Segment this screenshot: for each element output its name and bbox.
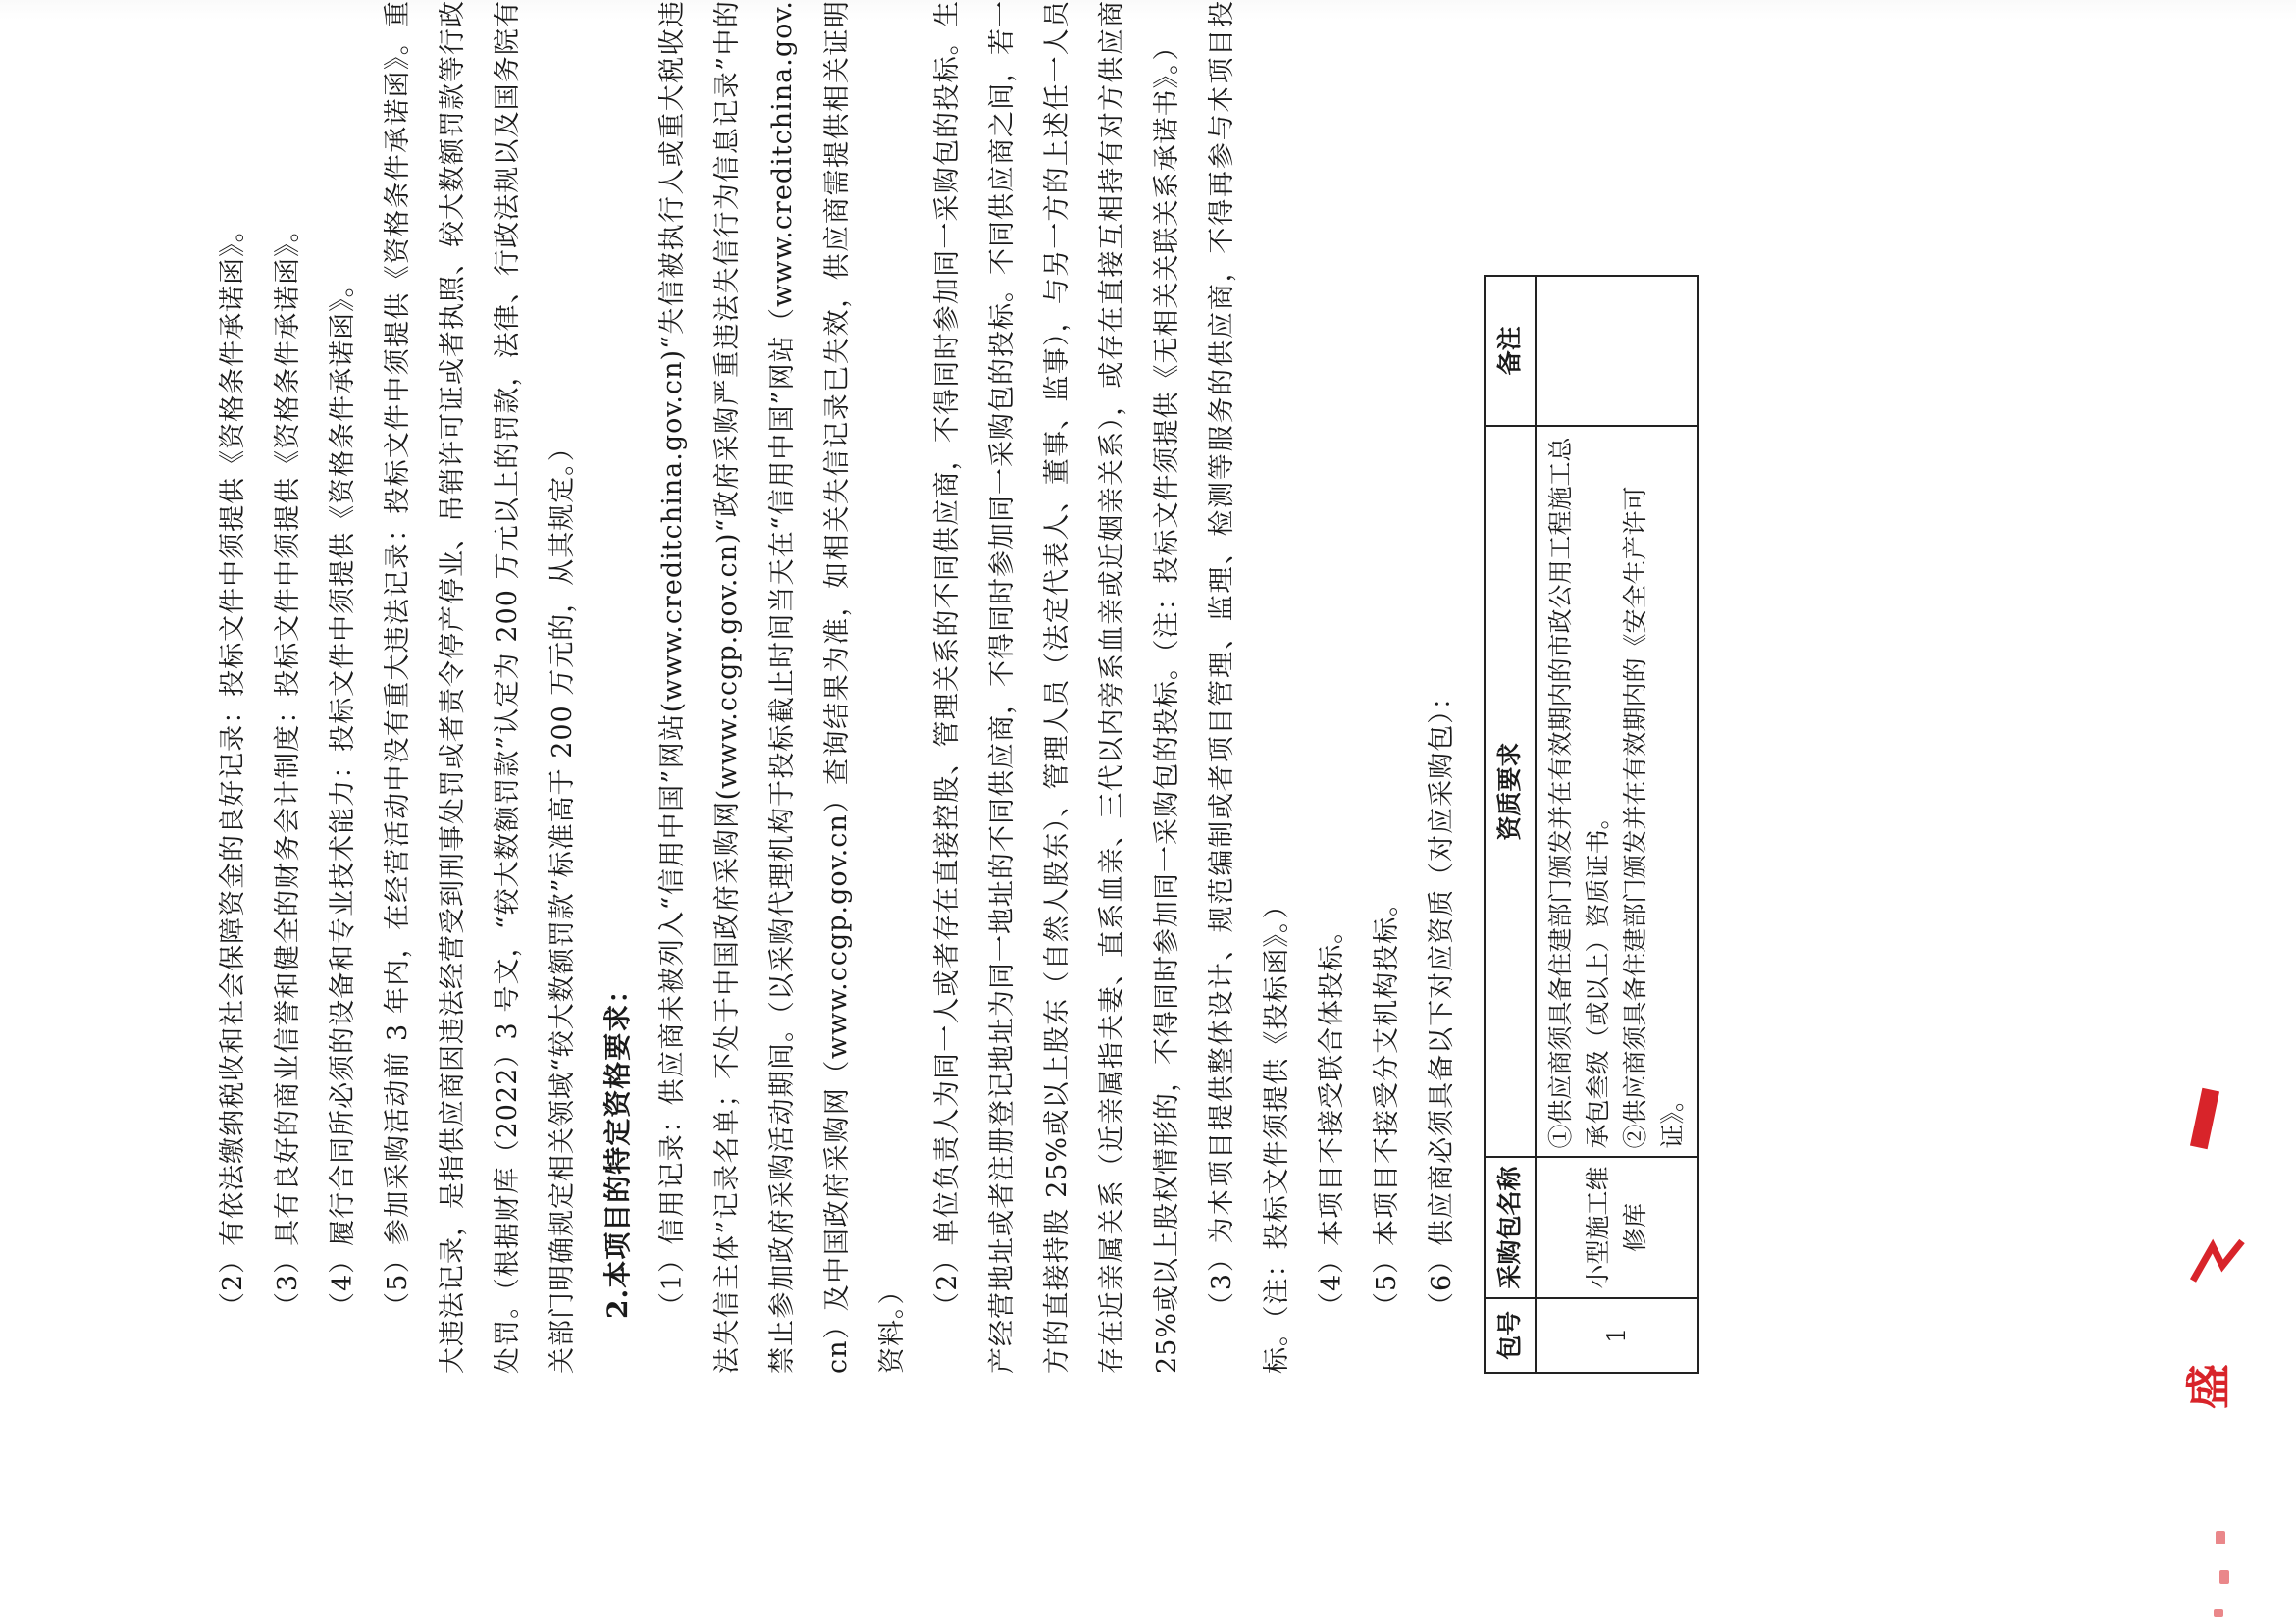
paragraph-design-exclusion: （3）为本项目提供整体设计、规范编制或者项目管理、监理、检测等服务的供应商，不得再参与本项目投标。（注：投标文件须提供《投标函》。） xyxy=(1207,0,1292,1374)
requirement-line: ①供应商须具备住建部门颁发并在有效期内的市政公用工程施工总承包叁级（或以上）资质证书。 xyxy=(1546,437,1612,1149)
section-title-specific-qualifications: 2.本项目的特定资格要求： xyxy=(601,974,634,1319)
seal-trace xyxy=(2214,1609,2223,1617)
paragraph-equipment-capability: （4）履行合同所必须的设备和专业技术能力：投标文件中须提供《资格条件承诺函》。 xyxy=(328,270,358,1319)
paragraph-no-consortium: （4）本项目不接受联合体投标。 xyxy=(1317,916,1347,1319)
cell-package-name: 小型施工维修库 xyxy=(1536,1157,1698,1297)
rotated-page xyxy=(206,0,2070,1374)
cell-note xyxy=(1536,276,1698,426)
stamp-fragment-icon xyxy=(2188,1236,2247,1285)
seal-trace xyxy=(2219,1570,2229,1584)
paragraph-credit-record: （1）信用记录：供应商未被列入“信用中国”网站(www.creditchina.gov.cn)“失信被执行人或重大税收违法失信主体”记录名单；不处于中国政府采购网(www.ccgp.gov.cn)“政府采购严重违法失信行为信息记录”中的禁止参加政府采购活动期间。（以采购代理机构于投标截止时间当天在“信用中国”网站（www.creditchina.gov.cn）及中国政府采购网（www.ccgp.gov.cn）查询结果为准，如相关失信记录已失效，供应商需提供相关证明资料。） xyxy=(657,0,908,1374)
seal-trace xyxy=(2216,1531,2225,1544)
paragraph-qualification-intro: （6）供应商必须具备以下对应资质（对应采购包）： xyxy=(1427,682,1457,1319)
requirement-line: ②供应商须具备住建部门颁发并在有效期内的《安全生产许可证》。 xyxy=(1621,486,1687,1149)
table-row xyxy=(1536,276,1698,1373)
cell-package-no: 1 xyxy=(1536,1298,1698,1373)
document-page xyxy=(206,0,2070,1374)
paragraph-business-credit: （3）具有良好的商业信誉和健全的财务会计制度：投标文件中须提供《资格条件承诺函》。 xyxy=(273,215,303,1319)
header-package-no: 包号 xyxy=(1485,1298,1536,1373)
paragraph-tax-record: （2）有依法缴纳税收和社会保障资金的良好记录：投标文件中须提供《资格条件承诺函》。 xyxy=(218,215,248,1319)
header-requirement: 资质要求 xyxy=(1485,426,1536,1158)
header-note: 备注 xyxy=(1485,276,1536,426)
header-package-name: 采购包名称 xyxy=(1485,1157,1536,1297)
paragraph-related-parties: （2）单位负责人为同一人或者存在直接控股、管理关系的不同供应商，不得同时参加同一采购包的投标。生产经营地址或者注册登记地址为同一地址的不同供应商，不得同时参加同一采购包的投标。不同供应商之间，若一方的直接持股 25%或以上股东（自然人股东）、管理人员（法定代表人、董事、监事），与另一方的上述任一人员存在近亲属关系（近亲属指夫妻、直系血亲、三代以内旁系血亲或近姻亲关系），或存在直接互相持有对方供应商 25%或以上股权情形的，不得同时参加同一采购包的投标。（注：投标文件须提供《无相关关联关系承诺书》。） xyxy=(932,0,1182,1374)
paragraph-no-violation: （5）参加采购活动前 3 年内，在经营活动中没有重大违法记录：投标文件中须提供《资格条件承诺函》。重大违法记录，是指供应商因违法经营受到刑事处罚或者责令停产停业、吊销许可证或者执照、较大数额罚款等行政处罚。（根据财库（2022）3 号文，“较大数额罚款”认定为 200 万元以上的罚款，法律、行政法规以及国务院有关部门明确规定相关领域“较大数额罚款”标准高于 200 万元的，从其规定。） xyxy=(383,0,578,1374)
paragraph-no-branch: （5）本项目不接受分支机构投标。 xyxy=(1372,888,1402,1319)
company-seal: 盛 xyxy=(2182,1364,2235,1409)
cell-requirements xyxy=(1536,426,1698,1158)
table-header-row xyxy=(1485,276,1536,1373)
qualification-table xyxy=(1484,275,1699,1374)
